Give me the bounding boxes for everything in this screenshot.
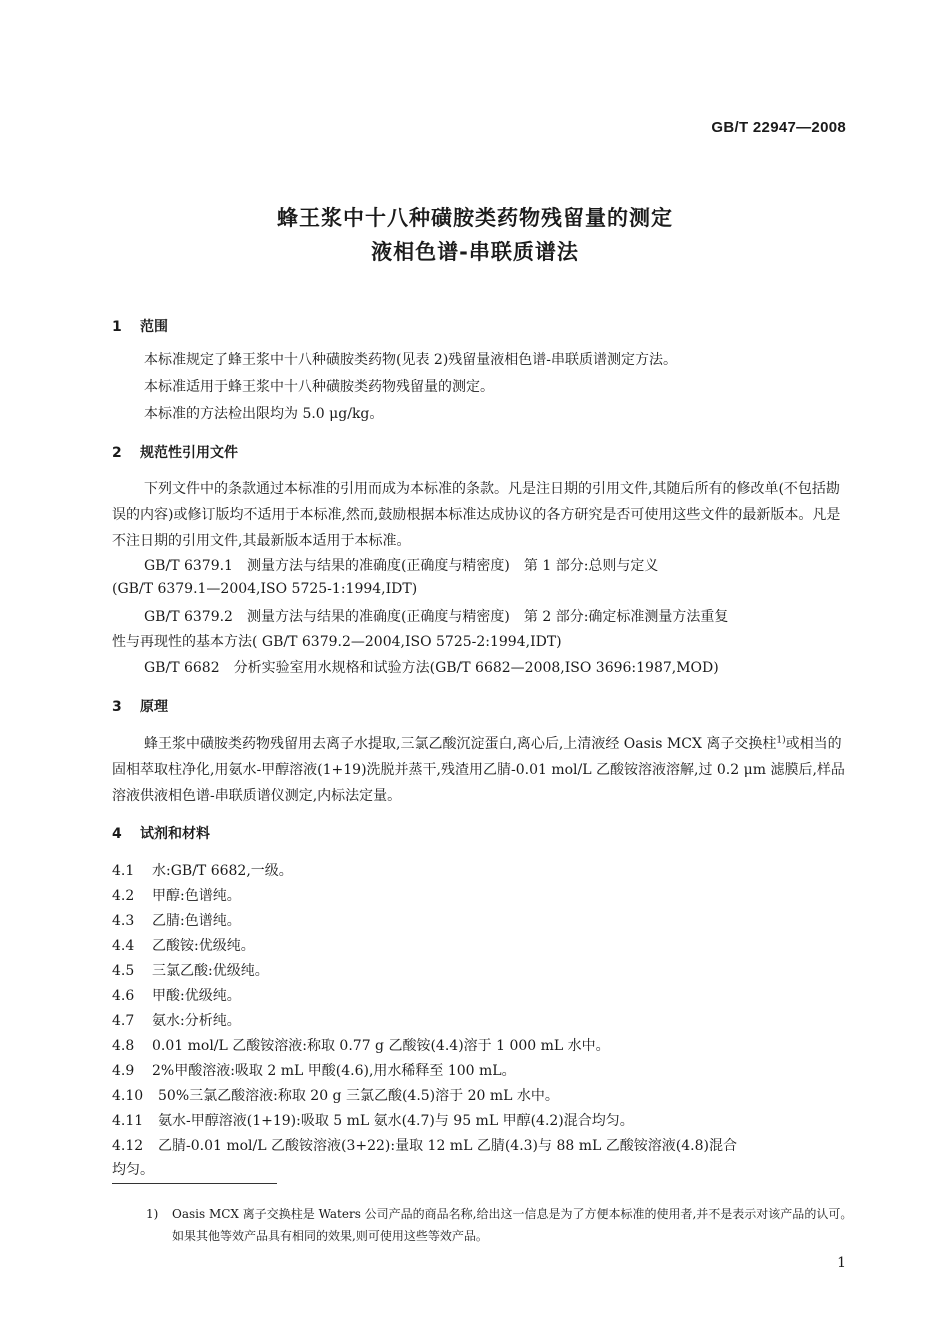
footnote-marker: 1)	[776, 735, 786, 746]
footnote-divider	[112, 1183, 277, 1184]
scope-paragraph: 本标准适用于蜂王浆中十八种磺胺类药物残留量的测定。	[144, 379, 494, 395]
item-number: 4.12	[112, 1138, 144, 1154]
item-text: 甲酸:优级纯。	[152, 988, 241, 1004]
reference-entry: GB/T 6379.1 测量方法与结果的准确度(正确度与精密度) 第 1 部分:总则与定义	[144, 558, 659, 574]
item-text: 三氯乙酸:优级纯。	[152, 963, 269, 979]
reagent-item	[112, 985, 241, 1005]
item-number: 4.2	[112, 888, 135, 904]
item-number: 4.1	[112, 863, 135, 879]
item-number: 4.8	[112, 1038, 135, 1054]
section-number: 3	[112, 699, 122, 715]
section-heading-reagents	[112, 823, 210, 843]
section-title: 范围	[140, 319, 168, 335]
reagent-item	[112, 1060, 516, 1080]
section-title: 原理	[140, 699, 168, 715]
reference-entry: GB/T 6379.2 测量方法与结果的准确度(正确度与精密度) 第 2 部分:确定标准测量方法重复	[144, 609, 729, 625]
reagent-item	[112, 960, 269, 980]
item-text: 氨水-甲醇溶液(1+19):吸取 5 mL 氨水(4.7)与 95 mL 甲醇(4.2)混合均匀。	[158, 1113, 634, 1129]
reagent-item	[112, 1010, 241, 1030]
item-text: 50%三氯乙酸溶液:称取 20 g 三氯乙酸(4.5)溶于 20 mL 水中。	[158, 1088, 559, 1104]
section-title: 试剂和材料	[140, 826, 210, 842]
reference-entry: GB/T 6682 分析实验室用水规格和试验方法(GB/T 6682—2008,ISO 3696:1987,MOD)	[144, 660, 719, 676]
scope-paragraph: 本标准规定了蜂王浆中十八种磺胺类药物(见表 2)残留量液相色谱-串联质谱测定方法。	[144, 352, 678, 368]
footnote	[146, 1203, 854, 1247]
reagent-item	[112, 885, 241, 905]
section-heading-scope	[112, 316, 168, 336]
item-text: 0.01 mol/L 乙酸铵溶液:称取 0.77 g 乙酸铵(4.4)溶于 1 000 mL 水中。	[152, 1038, 610, 1054]
item-text: 2%甲酸溶液:吸取 2 mL 甲酸(4.6),用水稀释至 100 mL。	[152, 1063, 516, 1079]
item-number: 4.9	[112, 1063, 135, 1079]
item-text: 氨水:分析纯。	[152, 1013, 241, 1029]
section-number: 4	[112, 826, 122, 842]
reagent-item	[112, 1085, 559, 1105]
principle-paragraph	[112, 731, 847, 809]
item-number: 4.4	[112, 938, 135, 954]
references-intro: 下列文件中的条款通过本标准的引用而成为本标准的条款。凡是注日期的引用文件,其随后所有的修改单(不包括勘误的内容)或修订版均不适用于本标准,然而,鼓励根据本标准达成协议的各方研究是否可使用这些文件的最新版本。凡是不注日期的引用文件,其最新版本适用于本标准。	[112, 481, 841, 549]
section-title: 规范性引用文件	[140, 445, 238, 461]
scope-paragraph: 本标准的方法检出限均为 5.0 μg/kg。	[144, 406, 384, 422]
item-number: 4.3	[112, 913, 135, 929]
reagent-item	[112, 910, 241, 930]
document-subtitle: 液相色谱-串联质谱法	[371, 240, 579, 264]
section-heading-normative-references	[112, 442, 238, 462]
principle-text: 或相当的固相萃取柱净化,用氨水-甲醇溶液(1+19)洗脱并蒸干,残渣用乙腈-0.01 mol/L 乙酸铵溶液溶解,过 0.2 μm 滤膜后,样品溶液供液相色谱-串联质谱仪测定,内标法定量。	[112, 736, 845, 804]
section-heading-principle	[112, 696, 168, 716]
reagent-item	[112, 1135, 737, 1155]
reference-entry-cont: 性与再现性的基本方法( GB/T 6379.2—2004,ISO 5725-2:1994,IDT)	[112, 634, 562, 650]
item-text: 水:GB/T 6682,一级。	[152, 863, 293, 879]
section-number: 1	[112, 319, 122, 335]
page-number: 1	[837, 1255, 846, 1271]
document-title: 蜂王浆中十八种磺胺类药物残留量的测定	[277, 206, 673, 230]
reagent-item	[112, 1035, 610, 1055]
item-number: 4.7	[112, 1013, 135, 1029]
item-text: 乙腈:色谱纯。	[152, 913, 241, 929]
item-text: 乙腈-0.01 mol/L 乙酸铵溶液(3+22):量取 12 mL 乙腈(4.3)与 88 mL 乙酸铵溶液(4.8)混合	[158, 1138, 737, 1154]
footnote-number: 1)	[146, 1207, 159, 1221]
reagent-item	[112, 935, 255, 955]
reagent-item	[112, 1110, 634, 1130]
standard-number: GB/T 22947—2008	[711, 119, 846, 136]
item-number: 4.5	[112, 963, 135, 979]
footnote-text: Oasis MCX 离子交换柱是 Waters 公司产品的商品名称,给出这一信息是为了方便本标准的使用者,并不是表示对该产品的认可。如果其他等效产品具有相同的效果,则可使用这些等效产品。	[172, 1207, 853, 1243]
reagent-item	[112, 860, 293, 880]
principle-text: 蜂王浆中磺胺类药物残留用去离子水提取,三氯乙酸沉淀蛋白,离心后,上清液经 Oasis MCX 离子交换柱	[144, 736, 777, 752]
reference-entry-cont: (GB/T 6379.1—2004,ISO 5725-1:1994,IDT)	[112, 581, 418, 597]
item-number: 4.10	[112, 1088, 144, 1104]
item-text: 乙酸铵:优级纯。	[152, 938, 255, 954]
reagent-item-cont: 均匀。	[112, 1162, 154, 1178]
section-number: 2	[112, 445, 122, 461]
item-number: 4.11	[112, 1113, 144, 1129]
item-text: 甲醇:色谱纯。	[152, 888, 241, 904]
item-number: 4.6	[112, 988, 135, 1004]
